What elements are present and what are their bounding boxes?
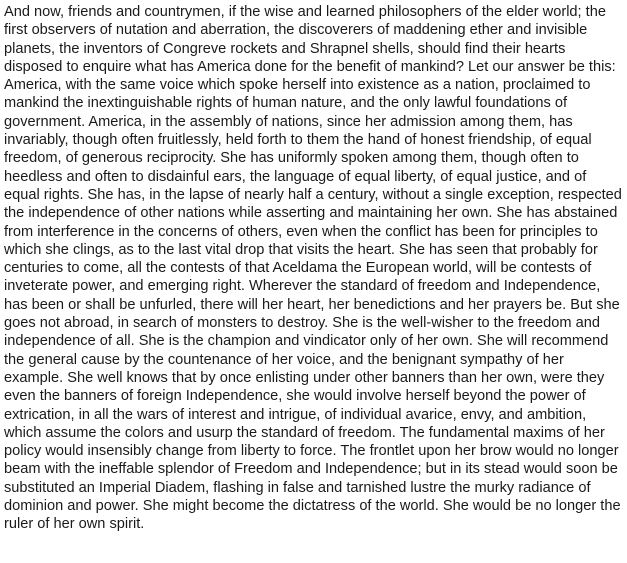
text-line: ruler of her own spirit. bbox=[4, 516, 145, 533]
text-line: mankind the inextinguishable rights of human nature, and the only lawful foundations of bbox=[4, 95, 568, 112]
text-line: which assume the colors and usurp the standard of freedom. The fundamental maxims of her bbox=[4, 424, 605, 441]
paragraph bbox=[4, 3, 624, 534]
text-line: government. America, in the assembly of nations, since her admission among them, has bbox=[4, 113, 573, 130]
text-line: extrication, in all the wars of interest and intrigue, of individual avarice, envy, and ambition, bbox=[4, 406, 587, 423]
text-line: which she clings, as to the last vital drop that visits the heart. She has seen that probably for bbox=[4, 241, 598, 258]
text-line: America, with the same voice which spoke herself into existence as a nation, proclaimed to bbox=[4, 77, 591, 94]
text-line: goes not abroad, in search of monsters to destroy. She is the well-wisher to the freedom and bbox=[4, 315, 600, 332]
text-line: first observers of nutation and aberration, the discoverers of maddening ether and invisible bbox=[4, 22, 588, 39]
text-line: heedless and often to disdainful ears, the language of equal liberty, of equal justice, and of bbox=[4, 168, 587, 185]
text-line: And now, friends and countrymen, if the wise and learned philosophers of the elder world; the bbox=[4, 4, 606, 20]
text-line: independence of all. She is the champion and vindicator only of her own. She will recommend bbox=[4, 333, 609, 350]
text-line: equal rights. She has, in the lapse of nearly half a century, without a single exception, respected bbox=[4, 186, 622, 203]
text-line: even the banners of foreign Independence, she would involve herself beyond the power of bbox=[4, 388, 586, 405]
text-line: planets, the inventors of Congreve rockets and Shrapnel shells, should find their hearts bbox=[4, 40, 566, 57]
text-line: freedom, of generous reciprocity. She has uniformly spoken among them, though often to bbox=[4, 150, 579, 167]
text-line: substituted an Imperial Diadem, flashing in false and tarnished lustre the murky radiance of bbox=[4, 479, 591, 496]
text-line: example. She well knows that by once enlisting under other banners than her own, were they bbox=[4, 369, 605, 386]
text-line: has been or shall be unfurled, there will her heart, her benedictions and her prayers be. But she bbox=[4, 296, 620, 313]
text-line: from interference in the concerns of others, even when the conflict has been for principles to bbox=[4, 223, 598, 240]
text-line: the independence of other nations while asserting and maintaining her own. She has abstained bbox=[4, 205, 618, 222]
text-line: inveterate power, and emerging right. Wherever the standard of freedom and Independence, bbox=[4, 278, 601, 295]
document-body bbox=[4, 3, 624, 534]
text-line: disposed to enquire what has America done for the benefit of mankind? Let our answer be this: bbox=[4, 58, 616, 75]
text-line: policy would insensibly change from liberty to force. The frontlet upon her brow would no longer bbox=[4, 443, 619, 460]
text-line: dominion and power. She might become the dictatress of the world. She would be no longer the bbox=[4, 498, 621, 515]
text-line: invariably, though often fruitlessly, held forth to them the hand of honest friendship, of equal bbox=[4, 132, 592, 149]
text-line: beam with the ineffable splendor of Freedom and Independence; but in its stead would soon be bbox=[4, 461, 618, 478]
text-line: centuries to come, all the contests of that Aceldama the European world, will be contests of bbox=[4, 260, 592, 277]
text-line: the general cause by the countenance of her voice, and the benignant sympathy of her bbox=[4, 351, 564, 368]
